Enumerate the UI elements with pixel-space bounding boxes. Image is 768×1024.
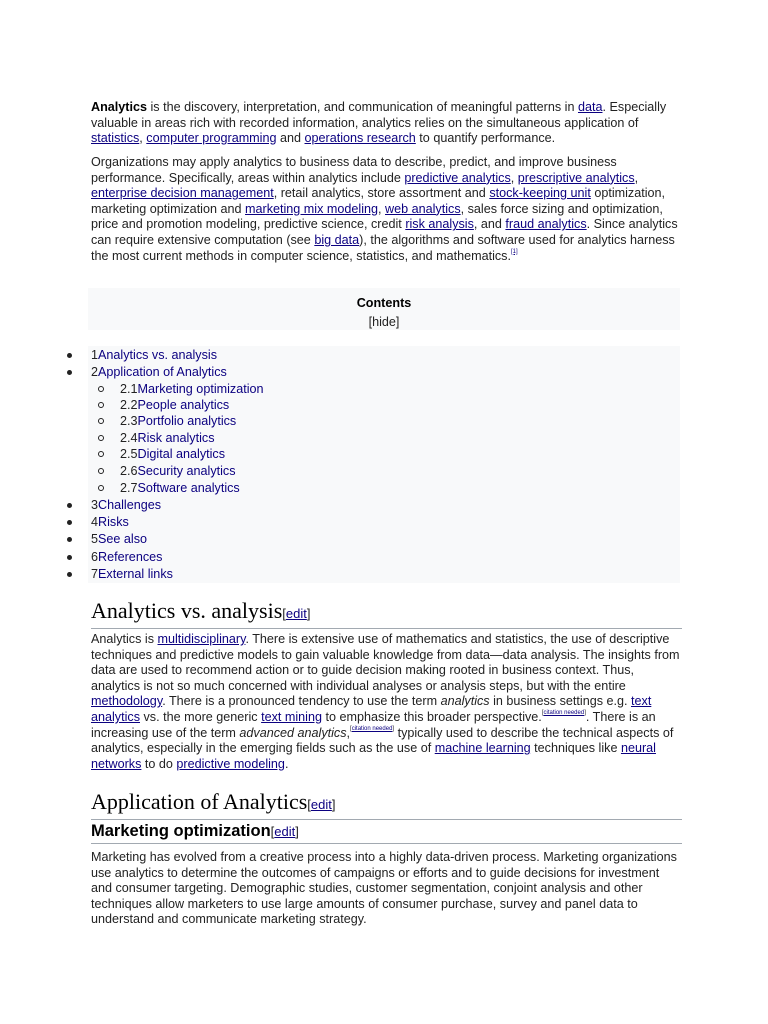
edit-section-link[interactable]: [edit] bbox=[282, 606, 311, 621]
toc-label[interactable]: See also bbox=[98, 532, 148, 546]
bullet-icon bbox=[67, 503, 72, 508]
toc-header bbox=[88, 288, 680, 330]
link-multidisciplinary[interactable]: multidisciplinary bbox=[157, 632, 246, 646]
toc-label[interactable]: External links bbox=[98, 567, 173, 581]
text: Analytics is bbox=[91, 632, 158, 646]
section-heading-application bbox=[91, 788, 682, 820]
text: , retail analytics, store assortment and bbox=[273, 186, 490, 201]
toc-number: 2.5 bbox=[120, 447, 138, 461]
text: techniques like bbox=[530, 741, 621, 756]
toc-label[interactable]: References bbox=[98, 550, 163, 564]
toc-item-2-3[interactable] bbox=[120, 413, 236, 429]
link-operations-research[interactable]: operations research bbox=[304, 131, 416, 146]
text: . Since analytics can require extensive computation (see bbox=[91, 217, 678, 247]
text: to emphasize this broader perspective. bbox=[322, 709, 542, 724]
edit-section-link[interactable]: [edit] bbox=[270, 824, 299, 839]
circle-bullet-icon bbox=[98, 386, 104, 392]
toc-item-2-7[interactable] bbox=[120, 480, 240, 496]
toc-label[interactable]: Marketing optimization bbox=[137, 382, 264, 396]
toc-item-5[interactable] bbox=[91, 531, 147, 547]
link-neural-networks[interactable]: neural networks bbox=[91, 741, 656, 771]
toc-number: 5 bbox=[91, 532, 99, 546]
text: , bbox=[378, 201, 386, 216]
bullet-icon bbox=[67, 555, 72, 560]
italic-term: analytics bbox=[440, 694, 490, 709]
toc-item-3[interactable] bbox=[91, 497, 161, 513]
link-methodology[interactable]: methodology bbox=[91, 694, 163, 709]
bullet-icon bbox=[67, 537, 72, 542]
link-predictive-analytics[interactable]: predictive analytics bbox=[404, 170, 511, 185]
toc-label[interactable]: People analytics bbox=[137, 398, 230, 412]
toc-item-6[interactable] bbox=[91, 549, 162, 565]
toc-label[interactable]: Application of Analytics bbox=[98, 365, 227, 379]
toc-item-2[interactable] bbox=[91, 364, 227, 380]
text: to do bbox=[141, 756, 177, 771]
toc-number: 6 bbox=[91, 550, 99, 564]
toc-item-2-6[interactable] bbox=[120, 463, 236, 479]
toc-label[interactable]: Security analytics bbox=[137, 464, 236, 478]
link-computer-programming[interactable]: computer programming bbox=[146, 131, 277, 146]
toc-label[interactable]: Risks bbox=[98, 515, 129, 529]
circle-bullet-icon bbox=[98, 402, 104, 408]
circle-bullet-icon bbox=[98, 451, 104, 457]
link-enterprise-decision-management[interactable]: enterprise decision management bbox=[91, 186, 274, 201]
toc-item-2-5[interactable] bbox=[120, 446, 225, 462]
edit-link[interactable]: edit bbox=[310, 797, 332, 812]
circle-bullet-icon bbox=[98, 418, 104, 424]
intro-paragraph-1 bbox=[91, 100, 682, 147]
text: ), the algorithms and software used for analytics harness the most current methods in computer science, statistics, and mathematics. bbox=[91, 232, 675, 263]
toc-item-2-2[interactable] bbox=[120, 397, 229, 413]
section-heading-analysis bbox=[91, 597, 682, 629]
bullet-icon bbox=[67, 353, 72, 358]
toc-number: 2.3 bbox=[120, 414, 138, 428]
toc-number: 7 bbox=[91, 567, 99, 581]
heading-text: Marketing optimization bbox=[91, 822, 271, 840]
toc-label[interactable]: Portfolio analytics bbox=[137, 414, 237, 428]
edit-link[interactable]: edit bbox=[274, 824, 296, 839]
text: and bbox=[276, 131, 305, 146]
circle-bullet-icon bbox=[98, 468, 104, 474]
text: , and bbox=[473, 217, 506, 232]
bullet-icon bbox=[67, 370, 72, 375]
toc-number: 2.4 bbox=[120, 431, 138, 445]
edit-section-link[interactable]: [edit] bbox=[307, 797, 336, 812]
text: , bbox=[346, 725, 351, 740]
text: Organizations may apply analytics to business data to describe, predict, and improve business performance. Specifically, areas within analytics include bbox=[91, 155, 617, 185]
toc-number: 2 bbox=[91, 365, 99, 379]
toc-number: 3 bbox=[91, 498, 99, 512]
citation-needed-2[interactable]: [citation needed] bbox=[350, 725, 395, 732]
link-prescriptive-analytics[interactable]: prescriptive analytics bbox=[517, 170, 635, 185]
citation-link[interactable]: citation needed bbox=[351, 725, 393, 732]
italic-term: advanced analytics bbox=[239, 725, 347, 740]
link-marketing-mix-modeling[interactable]: marketing mix modeling bbox=[245, 201, 379, 216]
toc-label[interactable]: Risk analytics bbox=[137, 431, 215, 445]
text: , bbox=[139, 131, 147, 146]
toc-number: 2.7 bbox=[120, 481, 138, 495]
edit-link[interactable]: edit bbox=[285, 606, 307, 621]
link-text-analytics[interactable]: text analytics bbox=[91, 694, 652, 724]
bullet-icon bbox=[67, 520, 72, 525]
link-web-analytics[interactable]: web analytics bbox=[385, 201, 461, 216]
toc-item-7[interactable] bbox=[91, 566, 173, 582]
text: typically used to describe the technical aspects of analytics, especially in the emerging fields such as the use of bbox=[91, 725, 674, 756]
text: in business settings e.g. bbox=[489, 694, 632, 709]
toc-number: 2.6 bbox=[120, 464, 138, 478]
text: to quantify performance. bbox=[415, 131, 556, 146]
analysis-paragraph bbox=[91, 632, 682, 772]
text: . There is extensive use of mathematics and statistics, the use of descriptive techniques and predictive models to gain valuable knowledge from data—data analysis. The insights from data are used to recommend action or to guide decision making rooted in business context. Thus, analytics is not so much concerned with individual analyses or analysis steps, but with the entire bbox=[91, 632, 680, 693]
link-machine-learning[interactable]: machine learning bbox=[434, 741, 531, 756]
bullet-icon bbox=[67, 572, 72, 577]
toc-label[interactable]: Software analytics bbox=[137, 481, 240, 495]
text: . bbox=[284, 756, 289, 771]
text: . There is an increasing use of the term bbox=[91, 709, 656, 740]
text: , bbox=[634, 170, 639, 185]
toc-title: Contents bbox=[356, 296, 412, 310]
citation-needed-1[interactable]: [citation needed] bbox=[541, 709, 586, 716]
text: vs. the more generic bbox=[140, 709, 262, 724]
toc-number: 1 bbox=[91, 348, 99, 362]
link-stock-keeping-unit[interactable]: stock-keeping unit bbox=[489, 186, 591, 201]
toc-hide-toggle[interactable]: [hide] bbox=[368, 315, 400, 329]
text: , sales force sizing and optimization, price and promotion modeling, predictive science, credit bbox=[91, 201, 663, 232]
link-data[interactable]: data bbox=[577, 100, 603, 114]
text: , bbox=[510, 170, 518, 185]
link-big-data[interactable]: big data bbox=[314, 232, 360, 247]
toc-item-1[interactable] bbox=[91, 347, 217, 363]
toc-label[interactable]: Analytics vs. analysis bbox=[98, 348, 217, 362]
heading-text: Application of Analytics bbox=[91, 789, 308, 814]
link-text-mining[interactable]: text mining bbox=[261, 709, 322, 724]
reference-link[interactable]: [1] bbox=[510, 248, 518, 255]
circle-bullet-icon bbox=[98, 435, 104, 441]
link-predictive-modeling[interactable]: predictive modeling bbox=[176, 756, 285, 771]
text: . There is a pronounced tendency to use the term bbox=[162, 694, 441, 709]
heading-text: Analytics vs. analysis bbox=[91, 598, 283, 623]
intro-paragraph-2 bbox=[91, 155, 682, 264]
link-fraud-analytics[interactable]: fraud analytics bbox=[505, 217, 587, 232]
toc-number: 2.2 bbox=[120, 398, 138, 412]
toc-item-2-4[interactable] bbox=[120, 430, 215, 446]
citation-link[interactable]: citation needed bbox=[543, 709, 585, 716]
toc-item-4[interactable] bbox=[91, 514, 129, 530]
toc-number: 4 bbox=[91, 515, 99, 529]
link-statistics[interactable]: statistics bbox=[91, 131, 140, 146]
circle-bullet-icon bbox=[98, 485, 104, 491]
term-analytics: Analytics bbox=[91, 100, 147, 114]
link-risk-analysis[interactable]: risk analysis bbox=[405, 217, 474, 232]
marketing-paragraph: Marketing has evolved from a creative process into a highly data-driven process. Marketing organizations use analytics to determine the outcomes of campaigns or efforts and to guide decisions for investment and consumer targeting. Demographic studies, customer segmentation, conjoint analysis and other techniques allow marketers to use large amounts of consumer purchase, survey and panel data to understand and communicate marketing strategy. bbox=[91, 850, 677, 927]
text: optimization, marketing optimization and bbox=[91, 186, 666, 216]
text: . Especially valuable in areas rich with recorded information, analytics relies on the simultaneous application of bbox=[91, 100, 667, 130]
toc-label[interactable]: Challenges bbox=[98, 498, 162, 512]
toc-label[interactable]: Digital analytics bbox=[137, 447, 226, 461]
toc-item-2-1[interactable] bbox=[120, 381, 264, 397]
text: is the discovery, interpretation, and communication of meaningful patterns in bbox=[147, 100, 578, 114]
reference-1[interactable] bbox=[511, 249, 518, 255]
toc-number: 2.1 bbox=[120, 382, 138, 396]
subsection-heading-marketing bbox=[91, 820, 682, 844]
